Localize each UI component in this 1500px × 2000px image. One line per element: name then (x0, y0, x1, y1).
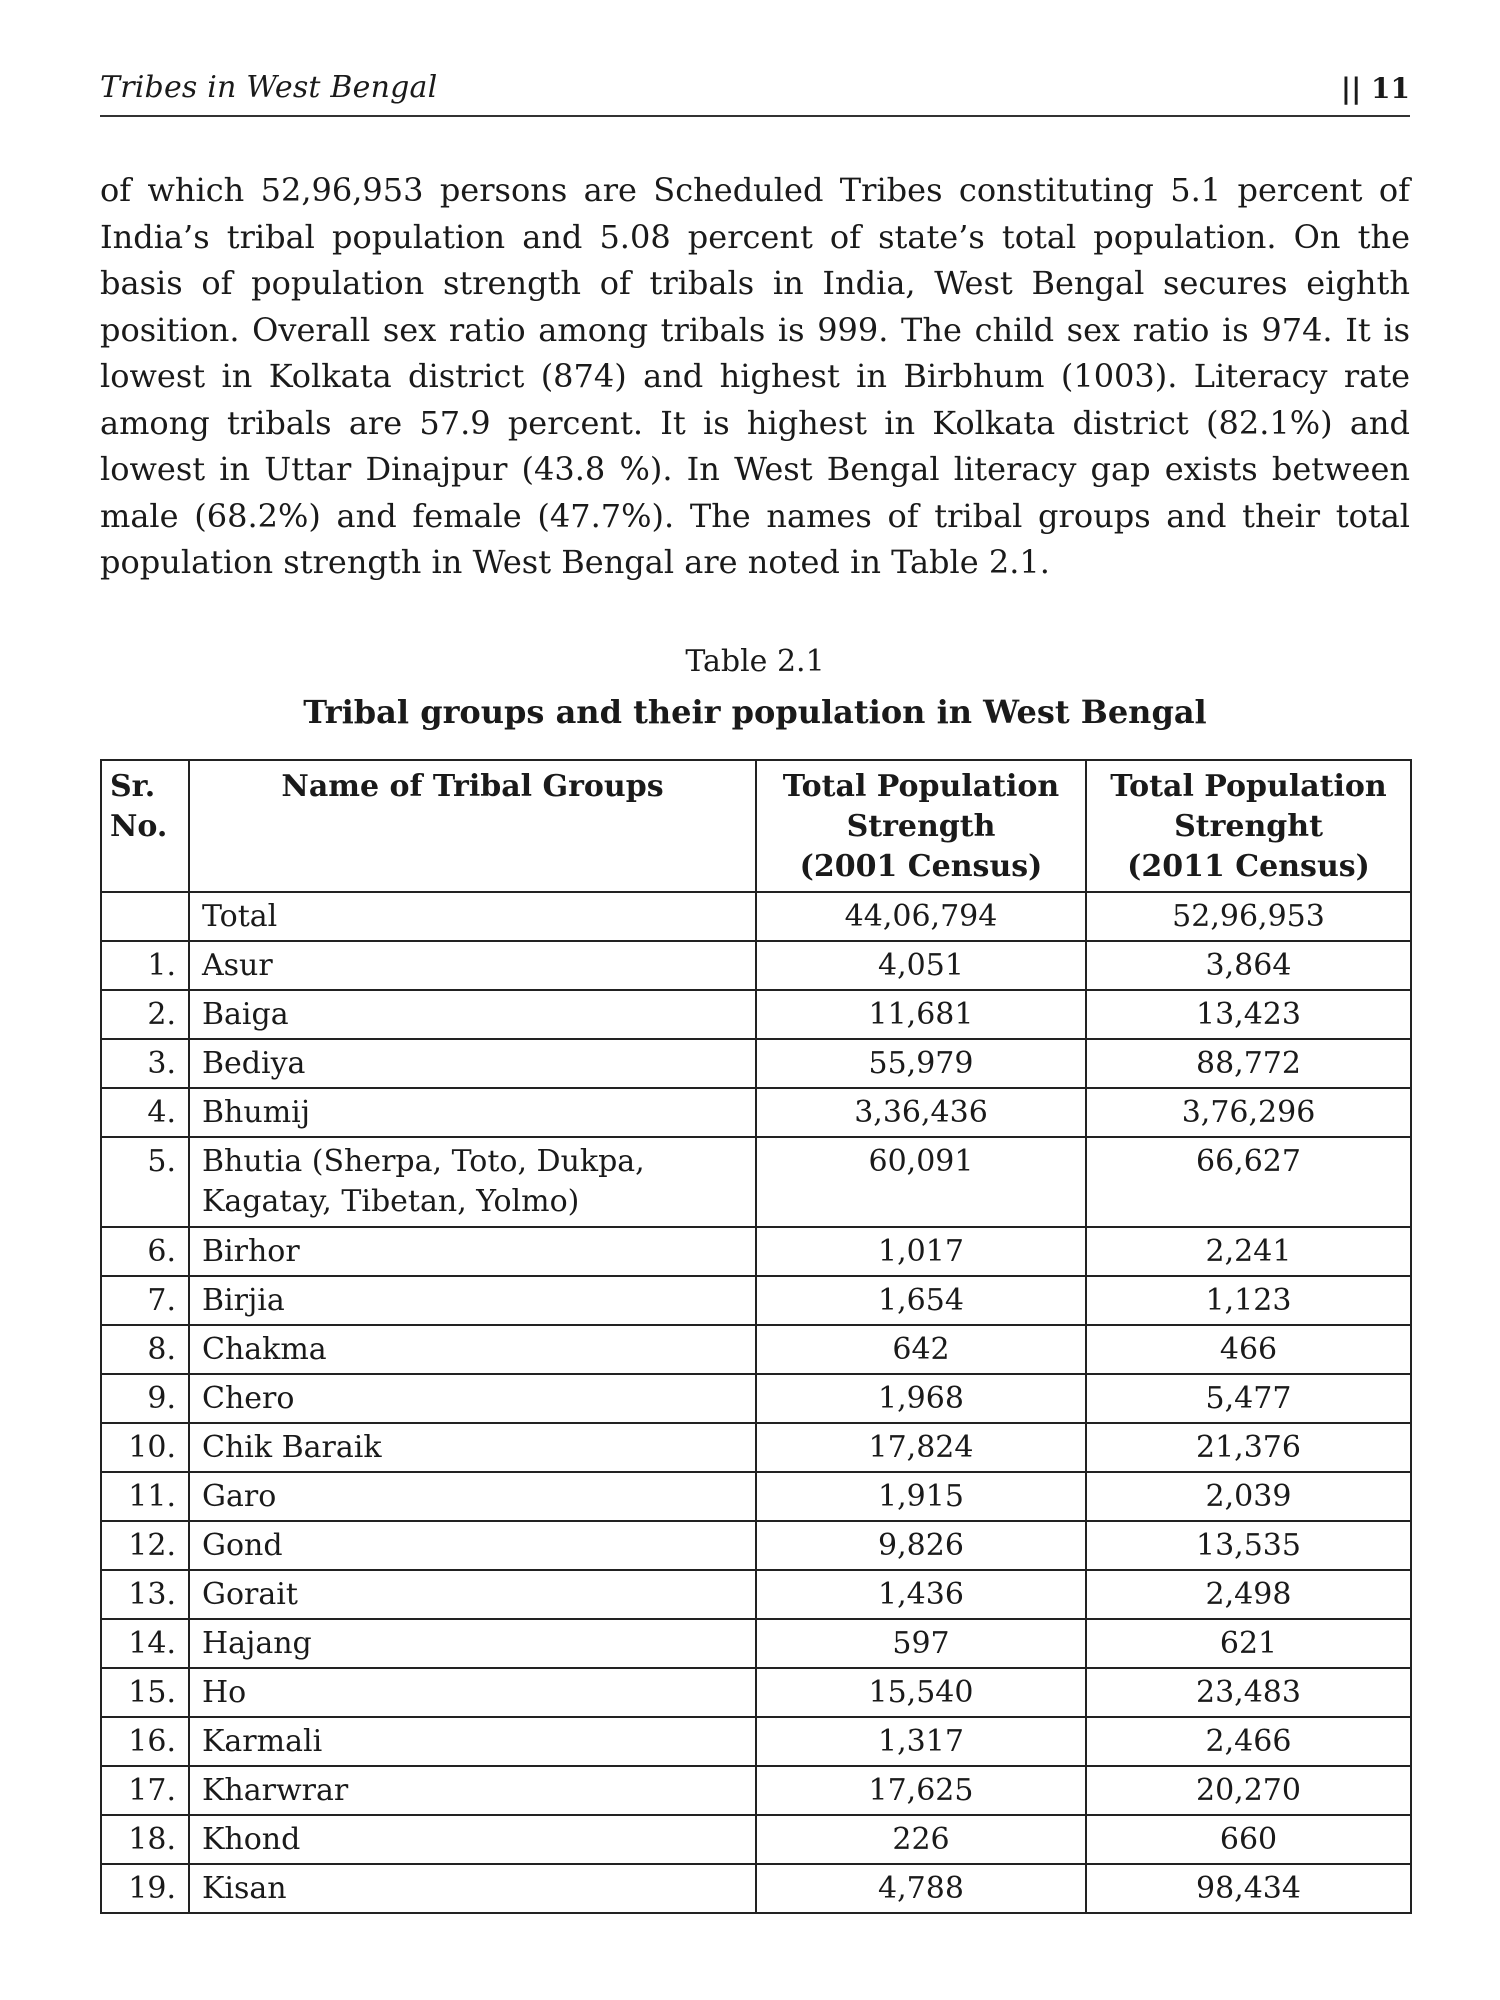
cell-tribal-group: Kharwrar (189, 1766, 756, 1815)
table-row (101, 1423, 1411, 1472)
cell-population-2011: 2,039 (1086, 1472, 1411, 1521)
cell-tribal-group: Chakma (189, 1325, 756, 1374)
cell-sr-no: 19. (101, 1864, 189, 1913)
table-row (101, 1717, 1411, 1766)
table-row (101, 1325, 1411, 1374)
cell-sr-no: 13. (101, 1570, 189, 1619)
cell-population-2001: 1,654 (756, 1276, 1086, 1325)
cell-sr-no: 11. (101, 1472, 189, 1521)
cell-sr-no: 4. (101, 1088, 189, 1137)
cell-population-2011: 88,772 (1086, 1039, 1411, 1088)
cell-population-2001: 9,826 (756, 1521, 1086, 1570)
cell-population-2001: 1,317 (756, 1717, 1086, 1766)
cell-tribal-group: Bhumij (189, 1088, 756, 1137)
cell-sr-no (101, 892, 189, 941)
population-table (100, 759, 1412, 1914)
cell-population-2011: 621 (1086, 1619, 1411, 1668)
cell-tribal-group: Gond (189, 1521, 756, 1570)
cell-tribal-group: Garo (189, 1472, 756, 1521)
cell-population-2001: 226 (756, 1815, 1086, 1864)
cell-sr-no: 10. (101, 1423, 189, 1472)
cell-population-2011: 98,434 (1086, 1864, 1411, 1913)
cell-sr-no: 15. (101, 1668, 189, 1717)
table-row (101, 1766, 1411, 1815)
cell-population-2001: 15,540 (756, 1668, 1086, 1717)
table-row (101, 990, 1411, 1039)
cell-tribal-group: Hajang (189, 1619, 756, 1668)
cell-population-2001: 17,824 (756, 1423, 1086, 1472)
cell-tribal-group: Baiga (189, 990, 756, 1039)
cell-tribal-group: Kisan (189, 1864, 756, 1913)
cell-population-2001: 11,681 (756, 990, 1086, 1039)
header-population-2011: Total Population Strenght (2011 Census) (1086, 760, 1411, 892)
cell-tribal-group: Chik Baraik (189, 1423, 756, 1472)
cell-sr-no: 3. (101, 1039, 189, 1088)
table-row (101, 1276, 1411, 1325)
cell-population-2001: 44,06,794 (756, 892, 1086, 941)
cell-population-2011: 466 (1086, 1325, 1411, 1374)
cell-population-2011: 13,423 (1086, 990, 1411, 1039)
cell-sr-no: 18. (101, 1815, 189, 1864)
table-header-row (101, 760, 1411, 892)
cell-population-2001: 1,968 (756, 1374, 1086, 1423)
cell-tribal-group: Asur (189, 941, 756, 990)
table-row (101, 1374, 1411, 1423)
cell-population-2001: 597 (756, 1619, 1086, 1668)
cell-sr-no: 16. (101, 1717, 189, 1766)
table-row (101, 1039, 1411, 1088)
cell-population-2001: 60,091 (756, 1137, 1086, 1227)
body-paragraph: of which 52,96,953 persons are Scheduled Tribes constituting 5.1 percent of India’s tribal population and 5.08 percent of state’s total population. On the basis of population strength of tribals in India, West Bengal secures eighth position. Overall sex ratio among tribals is 999. The child sex ratio is 974. It is lowest in Kolkata district (874) and highest in Birbhum (1003). Literacy rate among tribals are 57.9 percent. It is highest in Kolkata district (82.1%) and lowest in Uttar Dinajpur (43.8 %). In West Bengal literacy gap exists between male (68.2%) and female (47.7%). The names of tribal groups and their total population strength in West Bengal are noted in Table 2.1. (100, 171, 1410, 581)
cell-population-2001: 17,625 (756, 1766, 1086, 1815)
table-row (101, 1864, 1411, 1913)
cell-sr-no: 17. (101, 1766, 189, 1815)
cell-population-2011: 13,535 (1086, 1521, 1411, 1570)
book-page (100, 70, 1410, 1914)
cell-tribal-group: Khond (189, 1815, 756, 1864)
table-row (101, 1668, 1411, 1717)
cell-population-2001: 1,017 (756, 1227, 1086, 1276)
cell-sr-no: 9. (101, 1374, 189, 1423)
table-title: Tribal groups and their population in West Bengal (303, 692, 1207, 731)
table-row (101, 892, 1411, 941)
cell-population-2011: 2,466 (1086, 1717, 1411, 1766)
table-row (101, 941, 1411, 990)
cell-tribal-group: Birjia (189, 1276, 756, 1325)
cell-sr-no: 14. (101, 1619, 189, 1668)
cell-population-2011: 1,123 (1086, 1276, 1411, 1325)
table-row (101, 1619, 1411, 1668)
cell-tribal-group: Birhor (189, 1227, 756, 1276)
table-row (101, 1521, 1411, 1570)
cell-population-2001: 1,436 (756, 1570, 1086, 1619)
running-title: Tribes in West Bengal (100, 70, 438, 105)
cell-population-2011: 2,498 (1086, 1570, 1411, 1619)
header-tribal-group-name: Name of Tribal Groups (189, 760, 756, 892)
cell-sr-no: 1. (101, 941, 189, 990)
cell-population-2011: 21,376 (1086, 1423, 1411, 1472)
cell-sr-no: 5. (101, 1137, 189, 1227)
cell-tribal-group: Gorait (189, 1570, 756, 1619)
cell-tribal-group: Total (189, 892, 756, 941)
cell-population-2011: 5,477 (1086, 1374, 1411, 1423)
cell-population-2001: 4,051 (756, 941, 1086, 990)
cell-population-2001: 642 (756, 1325, 1086, 1374)
cell-population-2001: 3,36,436 (756, 1088, 1086, 1137)
cell-population-2011: 660 (1086, 1815, 1411, 1864)
cell-population-2001: 1,915 (756, 1472, 1086, 1521)
cell-population-2011: 52,96,953 (1086, 892, 1411, 941)
table-row (101, 1088, 1411, 1137)
cell-population-2011: 2,241 (1086, 1227, 1411, 1276)
cell-sr-no: 12. (101, 1521, 189, 1570)
table-row (101, 1472, 1411, 1521)
cell-population-2011: 66,627 (1086, 1137, 1411, 1227)
cell-tribal-group: Ho (189, 1668, 756, 1717)
cell-sr-no: 8. (101, 1325, 189, 1374)
table-row (101, 1137, 1411, 1227)
header-sr-no: Sr. No. (101, 760, 189, 892)
cell-population-2001: 55,979 (756, 1039, 1086, 1088)
cell-tribal-group: Bediya (189, 1039, 756, 1088)
page-number: || 11 (1340, 72, 1410, 105)
cell-population-2011: 3,76,296 (1086, 1088, 1411, 1137)
cell-sr-no: 7. (101, 1276, 189, 1325)
cell-population-2001: 4,788 (756, 1864, 1086, 1913)
table-body (101, 892, 1411, 1913)
cell-tribal-group: Bhutia (Sherpa, Toto, Dukpa, Kagatay, Tibetan, Yolmo) (189, 1137, 756, 1227)
cell-population-2011: 3,864 (1086, 941, 1411, 990)
header-population-2001: Total Population Strength (2001 Census) (756, 760, 1086, 892)
cell-population-2011: 20,270 (1086, 1766, 1411, 1815)
table-row (101, 1570, 1411, 1619)
cell-tribal-group: Chero (189, 1374, 756, 1423)
cell-tribal-group: Karmali (189, 1717, 756, 1766)
cell-sr-no: 6. (101, 1227, 189, 1276)
table-row (101, 1227, 1411, 1276)
table-caption: Table 2.1 (685, 643, 825, 679)
table-row (101, 1815, 1411, 1864)
running-header (100, 70, 1410, 117)
cell-population-2011: 23,483 (1086, 1668, 1411, 1717)
cell-sr-no: 2. (101, 990, 189, 1039)
